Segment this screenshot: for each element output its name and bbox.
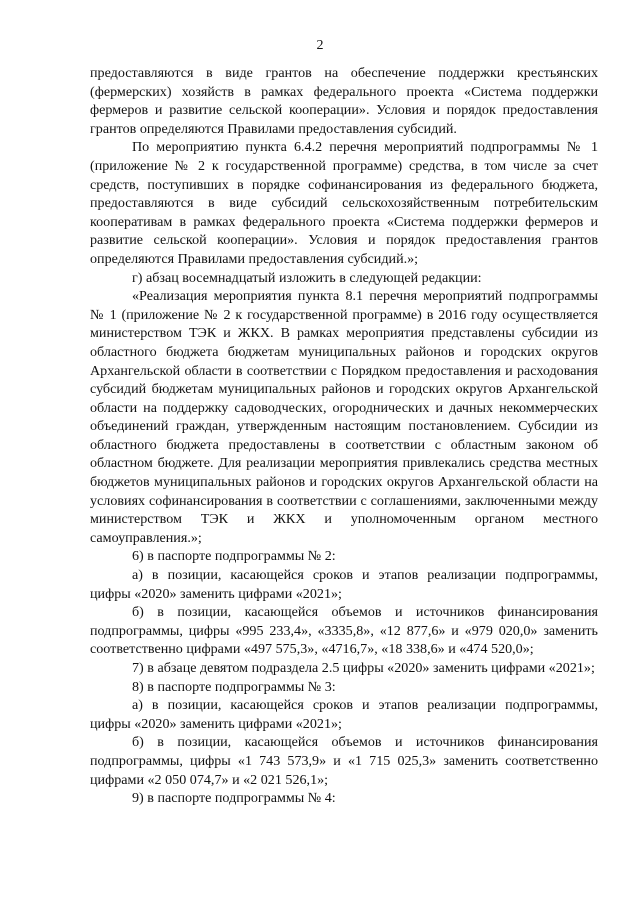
page-number: 2	[316, 38, 324, 53]
paragraph-measure-6-4-2: По мероприятию пункта 6.4.2 перечня мероприятий подпрограммы № 1 (приложение № 2 к государственной программе) средства, в том числе за счет средств, поступивших в порядке софинансирования из федерального бюджета, предоставляются в виде субсидий сельскохозяйственным потребительским кооперативам в рамках федерального проекта «Система поддержки фермеров и развитие сельской кооперации». Условия и порядок предоставления грантов определяются Правилами предоставления субсидий.»;	[90, 139, 598, 267]
paragraph-item-8: 8) в паспорте подпрограммы № 3:	[132, 678, 336, 695]
paragraph-item-8b: б) в позиции, касающейся объемов и источников финансирования подпрограммы, цифры «1 743 573,9» и «1 715 025,3» заменить соответственно цифрами «2 050 074,7» и «2 021 526,1»;	[90, 734, 598, 788]
paragraph-item-6a: а) в позиции, касающейся сроков и этапов реализации подпрограммы, цифры «2020» заменить цифрами «2021»;	[90, 567, 598, 602]
paragraph-measure-8-1: «Реализация мероприятия пункта 8.1 перечня мероприятий подпрограммы № 1 (приложение № 2 к государственной программе) в 2016 году осуществляется министерством ТЭК и ЖКХ. В рамках мероприятия представлены субсидии из областного бюджета бюджетам муниципальных районов и городских округов Архангельской области в соответствии с Порядком предоставления и расходования субсидий бюджетам муниципальных районов и городских округов Архангельской области на поддержку садоводческих, огороднических и дачных некоммерческих объединений граждан, утвержденным настоящим постановлением. Субсидии из областного бюджета предоставлены в соответствии с областным законом об областном бюджете. Для реализации мероприятия привлекались средства местных бюджетов муниципальных районов и городских округов Архангельской области на условиях софинансирования в соответствии с соглашениями, заключенными между министерством ТЭК и ЖКХ и уполномоченным органом местного самоуправления.»;	[90, 288, 598, 546]
document-body	[90, 64, 598, 808]
paragraph-item-g: г) абзац восемнадцатый изложить в следующей редакции:	[132, 269, 482, 286]
paragraph-item-7: 7) в абзаце девятом подраздела 2.5 цифры «2020» заменить цифрами «2021»;	[132, 660, 595, 676]
paragraph-item-9: 9) в паспорте подпрограммы № 4:	[132, 790, 336, 807]
paragraph-grants-peasant-farms: предоставляются в виде грантов на обеспечение поддержки крестьянских (фермерских) хозяйств в рамках федерального проекта «Система поддержки фермеров и развитие сельской кооперации». Условия и порядок предоставления грантов определяются Правилами предоставления субсидий.	[90, 65, 598, 137]
paragraph-item-6: 6) в паспорте подпрограммы № 2:	[132, 548, 336, 565]
paragraph-item-6b: б) в позиции, касающейся объемов и источников финансирования подпрограммы, цифры «995 233,4», «3335,8», «12 877,6» и «979 020,0» заменить соответственно цифрами «497 575,3», «4716,7», «18 338,6» и «474 520,0»;	[90, 604, 598, 658]
paragraph-item-8a: а) в позиции, касающейся сроков и этапов реализации подпрограммы, цифры «2020» заменить цифрами «2021»;	[90, 697, 598, 732]
